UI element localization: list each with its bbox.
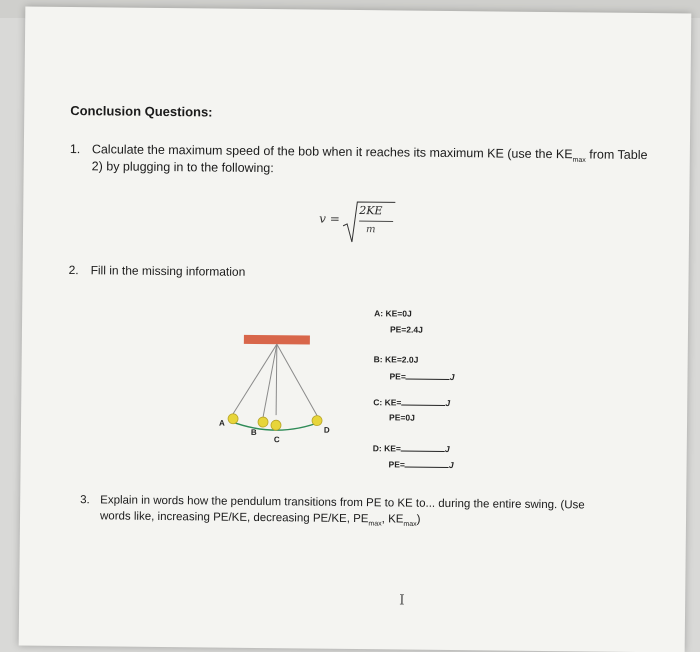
question-1-line-1: Calculate the maximum speed of the bob when it reaches its maximum KE (use the $KE_{max}$ from Table (92, 142, 648, 164)
question-3-line-2: words like, increasing PE/KE, decreasing PE/KE, $PE_{max}$, $KE_{max}$) (100, 510, 421, 528)
text-cursor-icon: I (399, 592, 405, 608)
question-2-number: 2. (69, 263, 79, 277)
answer-c-ke: C: KE= J (373, 396, 450, 408)
formula-numerator: 2KE (359, 204, 382, 217)
pendulum-support (244, 335, 310, 345)
label-d: D (324, 426, 330, 435)
formula-denominator: m (366, 224, 376, 235)
question-2-text: Fill in the missing information (91, 263, 246, 279)
bob-b (258, 417, 268, 427)
answer-c-pe: PE=0J (389, 412, 415, 422)
answer-a-pe: PE=2.4J (390, 324, 423, 334)
formula-lhs: v = (319, 212, 340, 226)
section-heading: Conclusion Questions: (70, 103, 212, 119)
answer-d-ke: D: KE= J (373, 442, 450, 454)
label-a: A (219, 419, 225, 428)
answer-b-ke: B: KE=2.0J (374, 354, 419, 364)
answer-d-pe: PE= J (389, 458, 454, 470)
bob-d (312, 416, 322, 426)
string-d (276, 344, 318, 415)
label-c: C (274, 435, 280, 444)
answer-a-ke: A: KE=0J (374, 308, 412, 318)
bob-a (228, 414, 238, 424)
question-3-line-1: Explain in words how the pendulum transitions from PE to KE to... during the entire swing. (Use (100, 494, 585, 511)
speed-formula (319, 198, 400, 249)
answer-b-pe: PE= J (389, 370, 454, 382)
bob-c (271, 420, 281, 430)
question-3-number: 3. (80, 494, 90, 506)
pendulum-diagram (211, 329, 372, 471)
worksheet-page (19, 7, 692, 652)
question-1-number: 1. (70, 142, 81, 156)
string-c (276, 344, 277, 415)
question-1-line-2: 2) by plugging in to the following: (92, 159, 274, 175)
label-b: B (251, 428, 257, 437)
